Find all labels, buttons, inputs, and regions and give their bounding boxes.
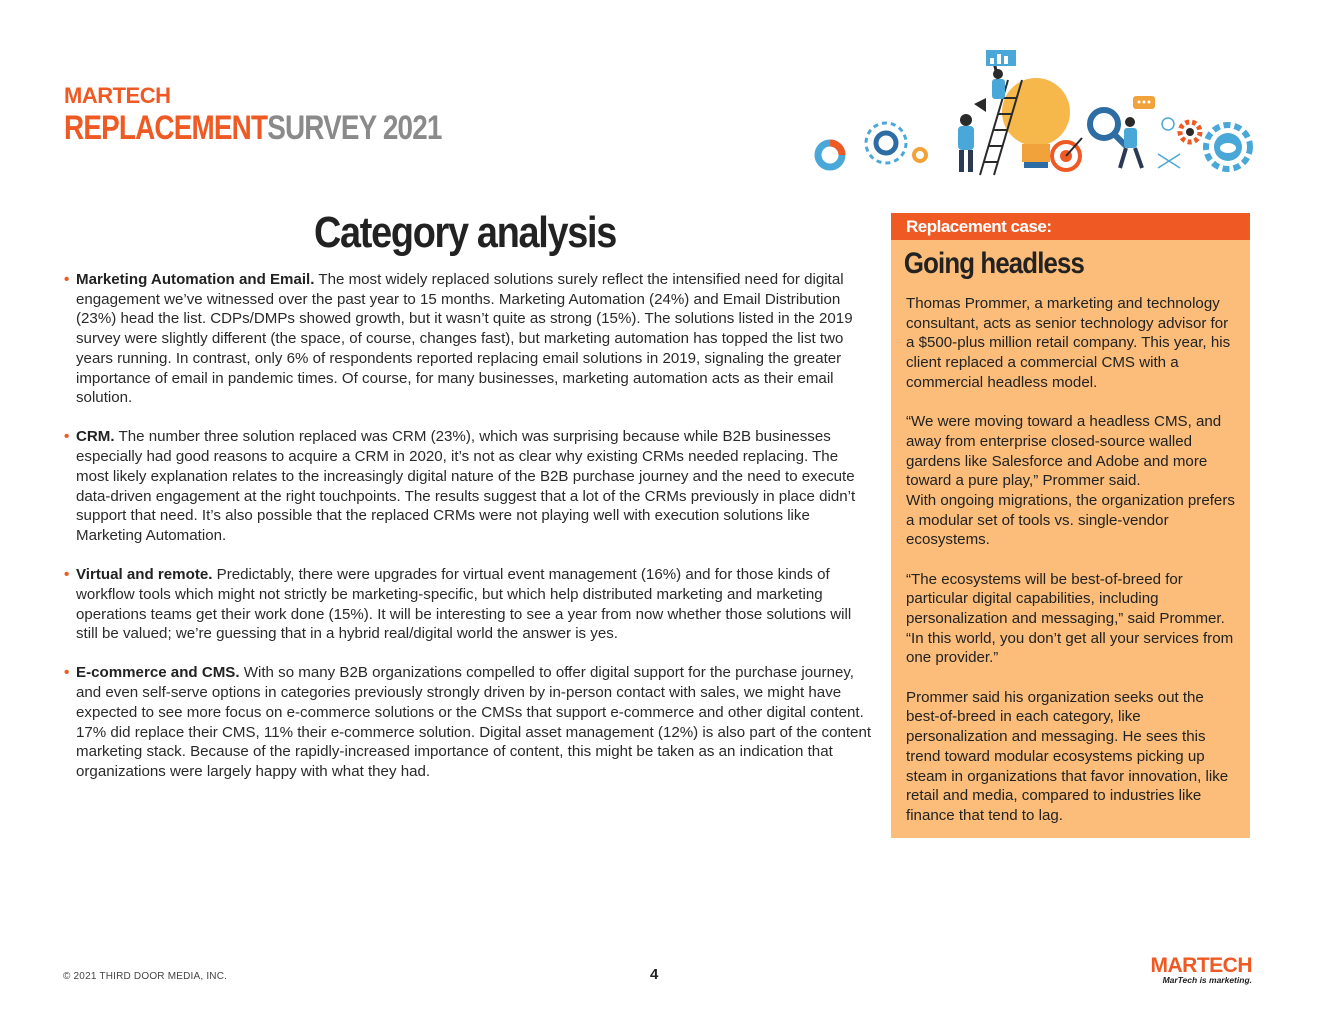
section-text: Predictably, there were upgrades for virtual event management (16%) and for those kinds of workflow tools which might not strictly be marketing-specific, but which help distributed marketing and marketing operations teams get their work done (15%). It will be interesting to see a year from now whether those solutions will still be valued; we’re guessing that in a hybrid real/digital world the answer is yes.: [76, 566, 852, 643]
footer-logo-name: MARTECH: [1150, 954, 1252, 977]
bullet-icon: •: [64, 428, 70, 446]
cloud-gear-icon: [1206, 125, 1250, 169]
brand-subtitle-part1: REPLACEMENT: [64, 109, 268, 147]
megaphone-icon: [974, 98, 986, 112]
bullet-icon: •: [64, 566, 70, 584]
brand-name: MARTECH: [64, 83, 171, 108]
replacement-case-sidebar: [891, 213, 1250, 838]
section-text: With so many B2B organizations compelled to offer digital support for the purchase journey, and even self-serve options in categories previously strongly driven by in-person contact with sales, we might have expected to see more focus on e-commerce solutions or the CMSs that support e-commerce and other digital content. 17% did replace their CMS, 11% their e-commerce solution. Digital asset management (12%) is also part of the content marketing stack. Because of the rapidly-increased importance of content, this might be taken as an indication that organizations were largely happy with what they had.: [76, 664, 872, 780]
donut-chart-icon: [818, 143, 842, 167]
footer-logo-tagline: MarTech is marketing.: [1162, 975, 1252, 985]
analysis-sections: [62, 270, 874, 801]
person-climbing-icon: [992, 62, 1005, 99]
footer-copyright: © 2021 THIRD DOOR MEDIA, INC.: [63, 971, 228, 982]
page-number: 4: [650, 966, 659, 983]
gear-icon: [866, 123, 906, 163]
section-marketing-automation: [62, 270, 874, 408]
sidebar-body: [891, 282, 1250, 826]
section-ecommerce-cms: [62, 663, 874, 781]
brand-subtitle: [64, 108, 442, 148]
section-heading: CRM.: [76, 428, 115, 446]
chat-bubble-icon: [1133, 96, 1155, 109]
section-heading: E-commerce and CMS.: [76, 664, 240, 682]
target-icon: [1052, 138, 1082, 170]
person-icon: [958, 114, 974, 172]
bullet-icon: •: [64, 664, 70, 682]
sidebar-paragraph: Prommer said his organization seeks out the best-of-breed in each category, like personalization and messaging. He sees this trend toward modular ecosystems picking up steam in organizations that favor innovation, like retail and media, compared to industries like finance that tend to lag.: [906, 688, 1229, 824]
section-crm: [62, 427, 874, 545]
brand-subtitle-part2: SURVEY 2021: [267, 109, 442, 147]
section-text: The most widely replaced solutions surely reflect the intensified need for digital engagement we’ve witnessed over the past year to 15 months. Marketing Automation (24%) and Email Distribution (23%) head the list. CDPs/DMPs showed growth, but it wasn’t quite as strong (15%). The solutions listed in the 2019 survey were slightly different (the space, of course, changes fast), but marketing automation has topped the list two years running. In contrast, only 6% of respondents reported replacing email solutions in 2019, signaling the greater importance of email in pandemic times. Of course, for many businesses, marketing automation acts as their email solution.: [76, 271, 853, 407]
brand-logo: [64, 83, 524, 148]
section-virtual-remote: [62, 565, 874, 644]
section-heading: Marketing Automation and Email.: [76, 271, 315, 288]
sidebar-tag: Replacement case:: [891, 213, 1250, 240]
magnifier-icon: [1090, 110, 1126, 146]
network-icon: [1158, 118, 1180, 168]
section-heading: Virtual and remote.: [76, 566, 213, 584]
marketing-tech-illustration-icon: [808, 40, 1258, 180]
sidebar-title: Going headless: [903, 247, 1084, 280]
page-title: Category analysis: [314, 208, 616, 257]
bullet-icon: •: [64, 271, 70, 288]
bar-chart-icon: [986, 50, 1016, 66]
virus-gear-icon: [1180, 122, 1200, 142]
footer-logo: [1112, 956, 1252, 985]
section-text: The number three solution replaced was CRM (23%), which was surprising because while B2B businesses especially had good reasons to acquire a CRM in 2020, it’s not as clear why existing CRMs needed replacing. The most likely explanation relates to the increasingly digital nature of the B2B purchase journey and the need to execute data-driven engagement at the right touchpoints. The results suggest that a lot of the CRMs previously in place didn’t support that need. It’s also possible that the replaced CRMs were not playing well with execution solutions like Marketing Automation.: [76, 428, 856, 544]
sidebar-paragraph: “The ecosystems will be best-of-breed for particular digital capabilities, including personalization and messaging,” said Prommer. “In this world, you don’t get all your services from one provider.”: [906, 570, 1234, 667]
sidebar-paragraph: Thomas Prommer, a marketing and technology consultant, acts as senior technology advisor for a $500-plus million retail company. This year, his client replaced a commercial CMS with a commercial headless model.: [906, 295, 1231, 391]
small-gear-icon: [914, 149, 926, 161]
sidebar-paragraph: “We were moving toward a headless CMS, and away from enterprise closed-source walled gardens like Salesforce and Adobe and more toward a pure play,” Prommer said. With ongoing migrations, the organization prefers a modular set of tools vs. single-vendor ecosystems.: [906, 413, 1235, 549]
